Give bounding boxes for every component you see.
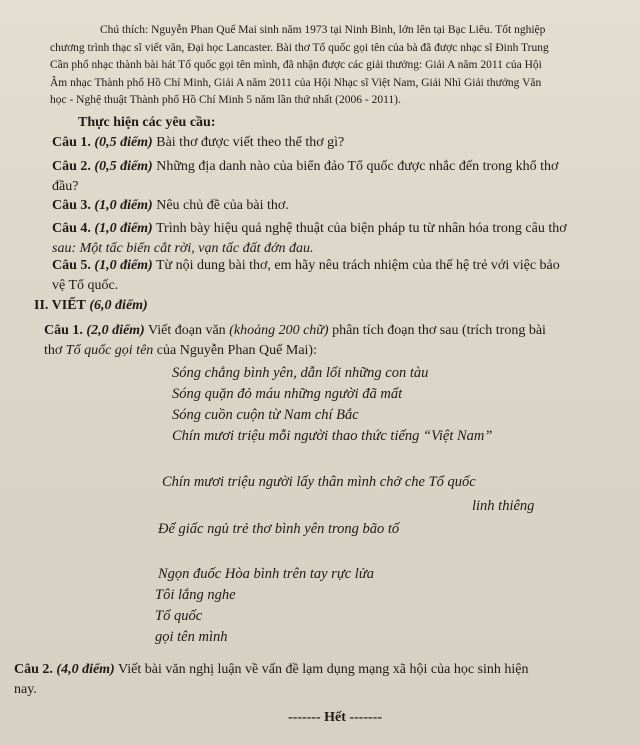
question-label: Câu 4. [52, 221, 91, 236]
poem-line: Sóng quặn đỏ máu những người đã mất [172, 386, 403, 402]
poem-title: Tổ quốc gọi tên [65, 343, 154, 358]
poem-stanza-3 [155, 564, 374, 648]
poem-stanza-2-line-2: Để giấc ngủ trẻ thơ bình yên trong bão tố [158, 521, 400, 537]
poem-stanza-2-line-1-cont: linh thiêng [472, 498, 535, 514]
note-line-5: học - Nghệ thuật Thành phố Hồ Chí Minh 5 năm lần thứ nhất (2006 - 2011). [50, 94, 401, 107]
question-length: (khoảng 200 chữ) [229, 323, 329, 338]
question-text: Viết đoạn văn [147, 323, 226, 338]
question-text: Những địa danh nào của biển đảo Tổ quốc được nhắc đến trong khổ thơ [156, 159, 559, 174]
question-text: phân tích đoạn thơ sau (trích trong bài [332, 323, 546, 338]
note-line-2: chương trình thạc sĩ viết văn, Đại học Lancaster. Bài thơ Tổ quốc gọi tên của bà đã được nhạc sĩ Đinh Trung [50, 41, 549, 54]
writing-question-2 [14, 660, 629, 700]
question-score: (0,5 điểm) [94, 159, 153, 174]
end-marker: ------- Hết ------- [288, 710, 383, 725]
section-title: II. VIẾT [34, 298, 86, 313]
writing-heading [34, 296, 148, 316]
poem-line: Tổ quốc [155, 608, 203, 624]
reading-question-1 [52, 133, 344, 153]
question-label: Câu 3. [52, 198, 91, 213]
question-text: Từ nội dung bài thơ, em hãy nêu trách nhiệm của thế hệ trẻ với việc bảo [155, 258, 560, 273]
question-score: (2,0 điểm) [86, 323, 145, 338]
question-score: (1,0 điểm) [94, 258, 153, 273]
question-score: (1,0 điểm) [94, 198, 153, 213]
question-continuation: đầu? [52, 179, 79, 194]
author-note [50, 22, 610, 110]
note-line-1: Chú thích: Nguyễn Phan Quế Mai sinh năm 1973 tại Ninh Bình, lớn lên tại Bạc Liêu. Tốt nghiệp [100, 24, 546, 36]
poem-stanza-2-line-1: Chín mươi triệu người lấy thân mình chở che Tổ quốc [162, 474, 476, 490]
question-label: Câu 2. [52, 159, 91, 174]
question-score: (1,0 điểm) [94, 221, 153, 236]
poem-line: Sóng chẳng bình yên, dẫn lối những con tàu [172, 365, 429, 381]
question-label: Câu 5. [52, 258, 91, 273]
question-text: Trình bày hiệu quả nghệ thuật của biện pháp tu từ nhân hóa trong câu thơ [155, 221, 567, 236]
requirements-heading: Thực hiện các yêu cầu: [78, 115, 216, 130]
note-line-4: Âm nhạc Thành phố Hồ Chí Minh, Giải A năm 2011 của Hội Nhạc sĩ Việt Nam, Giải Nhì Giải thưởng Văn [50, 76, 542, 89]
question-label: Câu 1. [52, 135, 91, 150]
poem-line: Ngọn đuốc Hòa bình trên tay rực lửa [158, 566, 374, 582]
note-line-3: Cần phổ nhạc thành bài hát Tổ quốc gọi tên mình, đã nhận được các giải thưởng: Giải A năm 2011 của Hội [50, 59, 542, 72]
poem-stanza-1 [172, 363, 492, 447]
question-continuation: sau: Một tấc biển cắt rời, vạn tấc đất đớn đau. [52, 241, 314, 256]
reading-question-2 [52, 157, 612, 197]
writing-question-1 [44, 321, 614, 361]
question-text: Nêu chủ đề của bài thơ. [156, 198, 289, 213]
section-score: (6,0 điểm) [89, 298, 148, 313]
reading-question-5 [52, 256, 612, 296]
question-score: (0,5 điểm) [94, 135, 153, 150]
question-continuation: vệ Tổ quốc. [52, 278, 119, 293]
question-label: Câu 2. [14, 662, 53, 677]
question-label: Câu 1. [44, 323, 83, 338]
poem-line: Chín mươi triệu mỗi người thao thức tiếng “Việt Nam” [172, 428, 493, 444]
reading-question-3 [52, 196, 289, 216]
question-text: Bài thơ được viết theo thể thơ gì? [156, 135, 345, 150]
poem-line: gọi tên mình [155, 629, 228, 645]
poem-line: Sóng cuồn cuộn từ Nam chí Bắc [172, 407, 359, 423]
poem-line: Tôi lắng nghe [155, 587, 236, 603]
question-text: Viết bài văn nghị luận về vấn đề lạm dụng mạng xã hội của học sinh hiện [117, 662, 529, 677]
question-score: (4,0 điểm) [56, 662, 115, 677]
question-continuation: thơ Tổ quốc gọi tên của Nguyễn Phan Quế Mai): [44, 343, 317, 358]
reading-question-4 [52, 219, 622, 259]
question-continuation: nay. [14, 682, 37, 697]
